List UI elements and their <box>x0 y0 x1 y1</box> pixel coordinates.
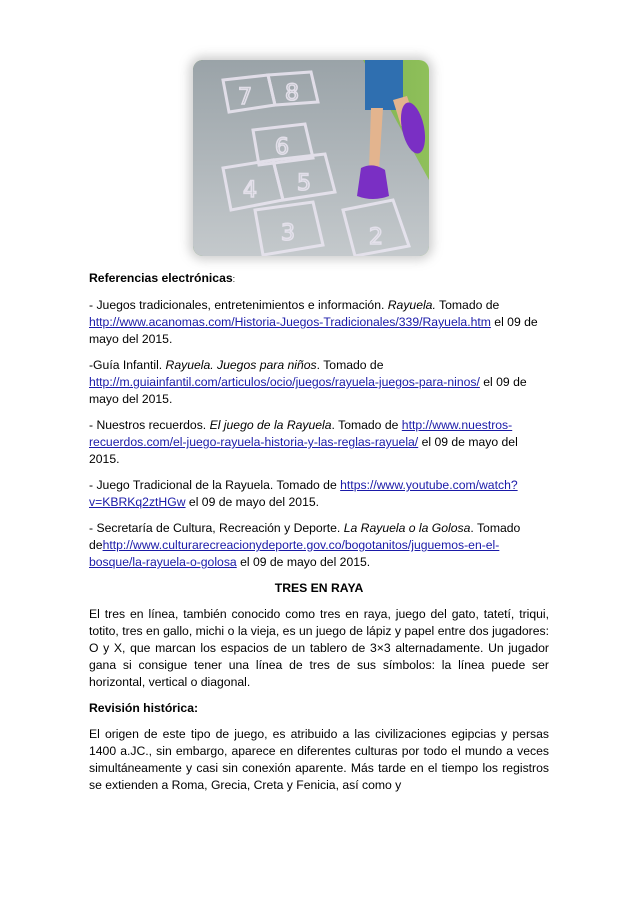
history-heading: Revisión histórica: <box>89 701 199 715</box>
intro-paragraph: El tres en línea, también conocido como tres en raya, juego del gato, tatetí, triqui, totito, tres en gallo, michi o la vieja, es un juego de lápiz y papel entre dos jugadores: O y X, que marcan los espacios de un tablero de 3×3 alternadamente. Un jugador gana si consigue tener una línea de tres de sus símbolos: la línea puede ser horizontal, vertical o diagonal. <box>89 607 549 689</box>
reference-item-3: - Nuestros recuerdos. El juego de la Rayuela. Tomado de http://www.nuestros-recuerdos.com/el-juego-rayuela-historia-y-las-reglas-rayuela/ el 09 de mayo del 2015. <box>89 418 518 466</box>
svg-text:2: 2 <box>369 225 383 250</box>
svg-text:5: 5 <box>297 171 311 196</box>
history-paragraph: El origen de este tipo de juego, es atribuido a las civilizaciones egipcias y persas 1400 a.JC., sin embargo, aparece en diferentes culturas por todo el mundo a veces simultáneamente y casi sin conexión aparente. Más tarde en el tiempo los registros se extienden a Roma, Grecia, Creta y Fenicia, así como y <box>89 727 549 792</box>
document-body <box>89 270 549 794</box>
section-title: TRES EN RAYA <box>274 581 364 595</box>
svg-text:4: 4 <box>243 178 257 203</box>
hopscotch-photo <box>193 60 429 256</box>
reference-link-2[interactable]: http://m.guiainfantil.com/articulos/ocio/juegos/rayuela-juegos-para-ninos/ <box>89 375 480 389</box>
hopscotch-illustration <box>193 60 429 256</box>
svg-text:8: 8 <box>285 81 299 106</box>
references-heading: Referencias electrónicas: <box>89 271 236 285</box>
reference-item-5: - Secretaría de Cultura, Recreación y Deporte. La Rayuela o la Golosa. Tomado dehttp://www.culturarecreacionydeporte.gov.co/bogotanitos/juguemos-en-el-bosque/la-rayuela-o-golosa el 09 de mayo del 2015. <box>89 521 521 569</box>
svg-text:3: 3 <box>281 221 295 246</box>
reference-link-5[interactable]: http://www.culturarecreacionydeporte.gov.co/bogotanitos/juguemos-en-el-bosque/la-rayuela-o-golosa <box>89 538 500 569</box>
reference-item-4: - Juego Tradicional de la Rayuela. Tomado de https://www.youtube.com/watch?v=KBRKq2ztHGw el 09 de mayo del 2015. <box>89 478 518 509</box>
reference-link-3[interactable]: http://www.nuestros-recuerdos.com/el-juego-rayuela-historia-y-las-reglas-rayuela/ <box>89 418 513 449</box>
reference-link-4[interactable]: https://www.youtube.com/watch?v=KBRKq2ztHGw <box>89 478 518 509</box>
reference-link-1[interactable]: http://www.acanomas.com/Historia-Juegos-Tradicionales/339/Rayuela.htm <box>89 315 491 329</box>
reference-item-1: - Juegos tradicionales, entretenimientos e información. Rayuela. Tomado de http://www.acanomas.com/Historia-Juegos-Tradicionales/339/Rayuela.htm el 09 de mayo del 2015. <box>89 298 538 346</box>
svg-text:6: 6 <box>275 135 289 160</box>
svg-text:7: 7 <box>238 85 252 110</box>
reference-item-2: -Guía Infantil. Rayuela. Juegos para niños. Tomado de http://m.guiainfantil.com/articulos/ocio/juegos/rayuela-juegos-para-ninos/ el 09 de mayo del 2015. <box>89 358 527 406</box>
